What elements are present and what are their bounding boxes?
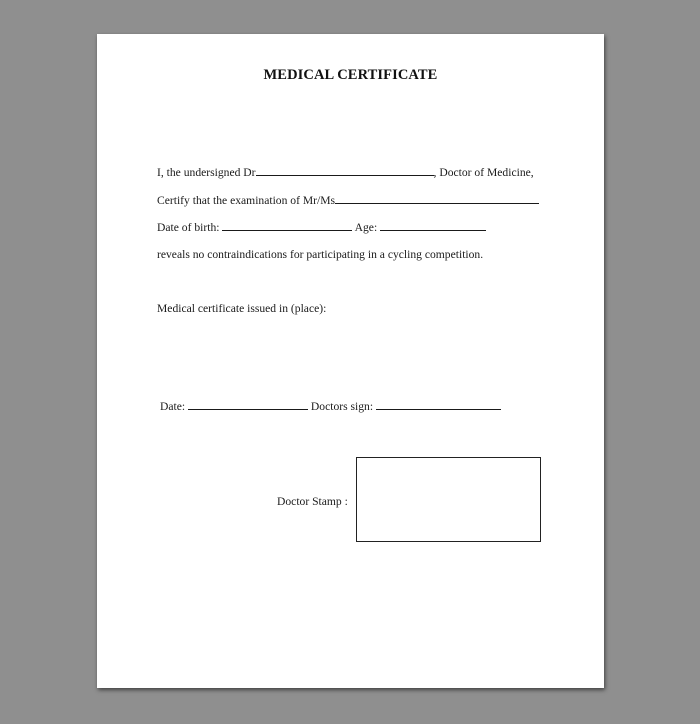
doctor-suffix: , Doctor of Medicine,: [433, 166, 534, 179]
sign-label: Doctors sign:: [310, 400, 374, 413]
stamp-label: Doctor Stamp :: [277, 495, 348, 508]
place-line: Medical certificate issued in (place):: [157, 302, 327, 315]
age-field[interactable]: [380, 220, 486, 231]
doctor-prefix: I, the undersigned Dr: [157, 166, 256, 179]
doctor-name-field[interactable]: [256, 165, 434, 176]
birth-age-line: [157, 220, 486, 234]
age-label: Age:: [354, 221, 378, 234]
dob-field[interactable]: [222, 220, 352, 231]
page-title: MEDICAL CERTIFICATE: [263, 67, 438, 83]
dob-label: Date of birth:: [157, 221, 220, 234]
patient-line: [157, 193, 539, 207]
stamp-box[interactable]: [356, 457, 541, 542]
patient-prefix: Certify that the examination of Mr/Ms: [157, 194, 336, 207]
sign-field[interactable]: [376, 399, 501, 410]
contraindication-line: reveals no contraindications for participating in a cycling competition.: [157, 248, 484, 261]
doctor-line: [157, 165, 534, 179]
date-field[interactable]: [188, 399, 308, 410]
certificate-page: [97, 34, 604, 688]
patient-name-field[interactable]: [335, 193, 539, 204]
date-label: Date:: [160, 400, 186, 413]
date-sign-line: [160, 399, 501, 413]
